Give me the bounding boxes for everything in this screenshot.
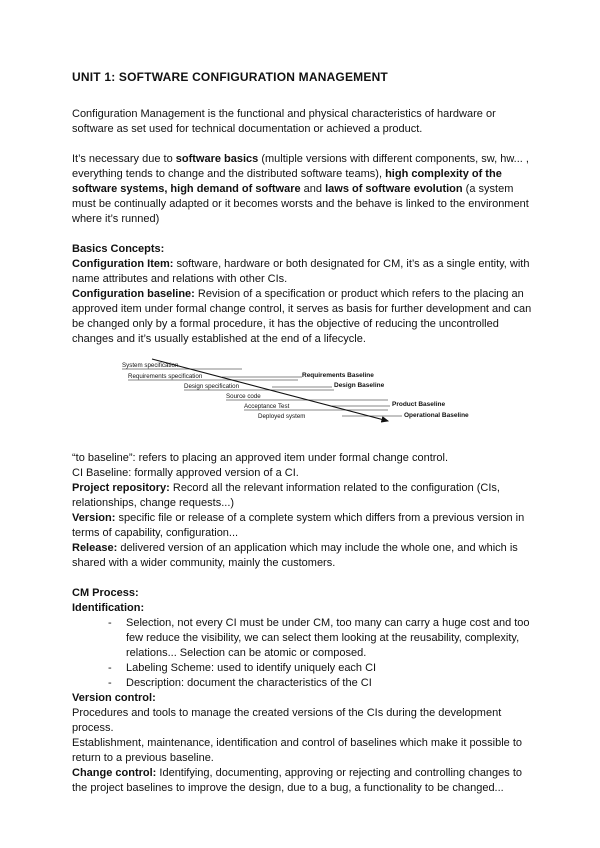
- configuration-item-definition: Configuration Item: software, hardware or both designated for CM, it’s as a single entity, with name attributes and relations with other CIs.: [72, 258, 530, 285]
- identification-list: [72, 616, 534, 691]
- diagram-label-requirements-baseline: Requirements Baseline: [302, 372, 374, 379]
- diagram-label-requirements-spec: Requirements specification: [128, 373, 203, 380]
- diagram-label-source-code: Source code: [226, 393, 261, 400]
- diagram-label-acceptance-test: Acceptance Test: [244, 403, 290, 410]
- cm-process-heading: CM Process:: [72, 587, 139, 599]
- project-repository-definition: Project repository: Record all the relevant information related to the configuration (CIs, relationships, change requests...): [72, 482, 500, 509]
- intro-paragraph: Configuration Management is the functional and physical characteristics of hardware or software as set used for technical documentation or achieved a product.: [72, 108, 496, 135]
- change-control-definition: Change control: Identifying, documenting, approving or rejecting and controlling changes to the project baselines to improve the design, due to a bug, a functionality to be changed...: [72, 767, 523, 794]
- diagram-label-design-baseline: Design Baseline: [334, 382, 385, 389]
- version-control-paragraph-2: Establishment, maintenance, identification and control of baselines which make it possible to return to a previous baseline.: [72, 737, 523, 764]
- diagram-label-design-spec: Design specification: [184, 383, 240, 390]
- to-baseline-definition: “to baseline”: refers to placing an approved item under formal change control.: [72, 452, 449, 464]
- release-definition: Release: delivered version of an application which may include the whole one, and which is shared with a wider community, mainly the customers.: [72, 542, 518, 569]
- document-page: [72, 70, 534, 796]
- identification-heading: Identification:: [72, 602, 145, 614]
- page-title: UNIT 1: SOFTWARE CONFIGURATION MANAGEMENT: [72, 70, 388, 84]
- necessity-paragraph: It’s necessary due to software basics (multiple versions with different components, sw, hw... , everything tends to change and the distributed software teams), high complexity of the software systems, high demand of software and laws of software evolution (a system must be continually adapted or it becomes worsts and the behave is linked to the environment where it’s runned): [72, 153, 529, 225]
- basics-heading: Basics Concepts:: [72, 243, 165, 255]
- list-item: - Selection, not every CI must be under CM, too many can carry a huge cost and too few reduce the visibility, we can select them looking at the reusability, complexity, relations... Selection can be atomic or composed.: [108, 616, 534, 661]
- ci-baseline-definition: CI Baseline: formally approved version of a CI.: [72, 467, 299, 479]
- diagram-label-operational-baseline: Operational Baseline: [404, 412, 469, 419]
- list-item: - Labeling Scheme: used to identify uniquely each CI: [108, 661, 534, 676]
- configuration-baseline-definition: Configuration baseline: Revision of a specification or product which refers to the placing an approved item under formal change control, it serves as basis for further development and can be changed only by a formal procedure, it has the objective of reducing the uncontrolled changes and it’s usually established at the end of a lifecycle.: [72, 288, 532, 345]
- version-control-heading: Version control:: [72, 692, 156, 704]
- list-item: - Description: document the characteristics of the CI: [108, 676, 534, 691]
- diagram-label-product-baseline: Product Baseline: [392, 401, 446, 408]
- baseline-diagram: [72, 349, 534, 449]
- version-control-paragraph-1: Procedures and tools to manage the created versions of the CIs during the development process.: [72, 707, 502, 734]
- diagram-label-system-spec: System specification: [122, 362, 179, 369]
- baseline-diagram-svg: [112, 355, 472, 445]
- diagram-label-deployed-system: Deployed system: [258, 413, 306, 420]
- version-definition: Version: specific file or release of a complete system which differs from a previous version in terms of capability, configuration...: [72, 512, 525, 539]
